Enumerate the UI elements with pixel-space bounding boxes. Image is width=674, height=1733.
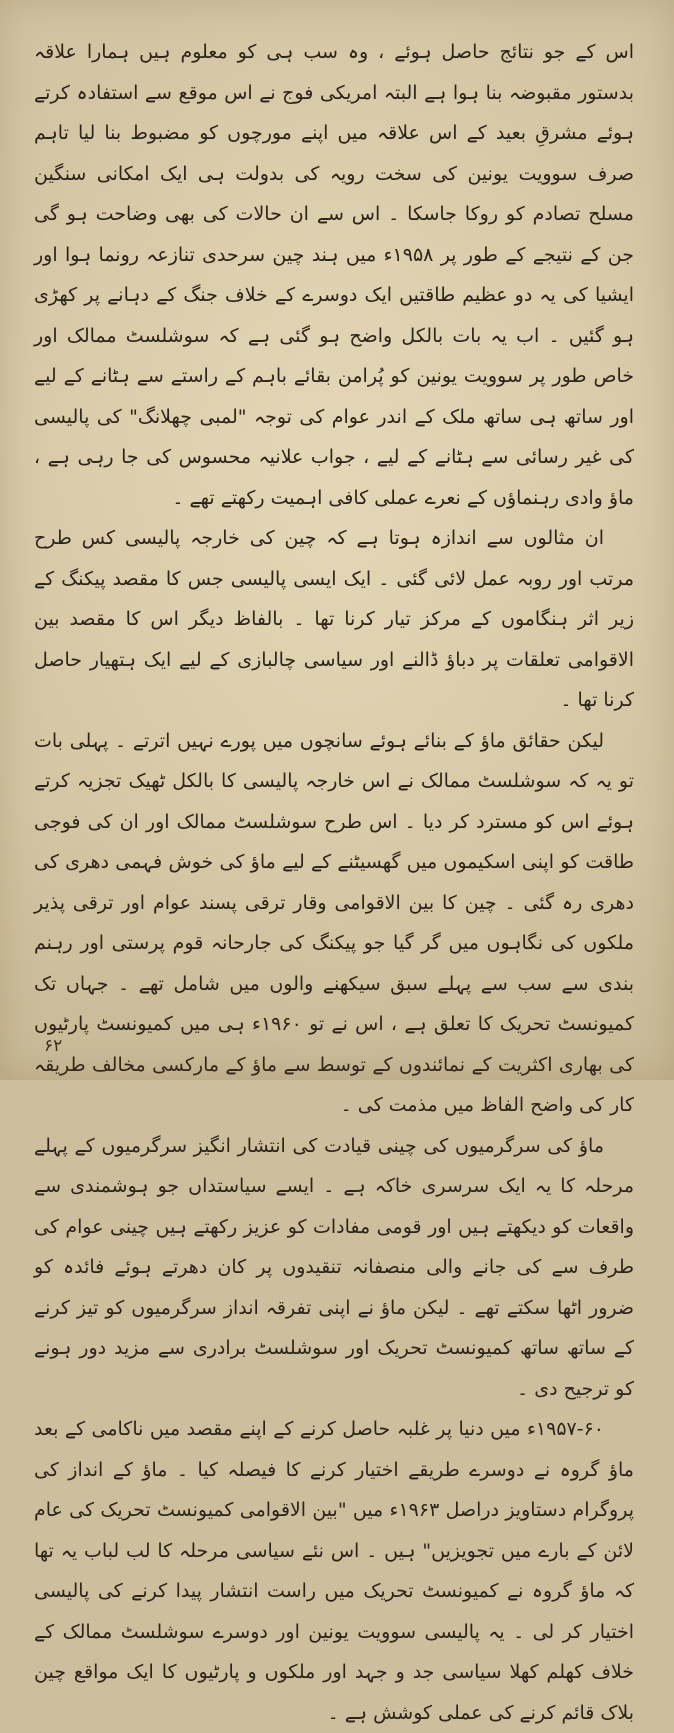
paragraph-2: ان مثالوں سے اندازہ ہوتا ہے کہ چین کی خارجہ پالیسی کس طرح مرتب اور روبہ عمل لائی گئی ۔ ایک ایسی پالیسی جس کا مقصد پیکنگ کے زیر اثر ہنگاموں کے مرکز تیار کرنا تھا ۔ بالفاظ دیگر اس کا مقصد بین الاقوامی تعلقات پر دباؤ ڈالنے اور سیاسی چالبازی کے لیے ایک ہتھیار حاصل کرنا تھا ۔ [34,527,634,711]
paragraph-3: لیکن حقائق ماؤ کے بنائے ہوئے سانچوں میں پورے نہیں اترتے ۔ پہلی بات تو یہ کہ سوشلسٹ ممالک نے اس خارجہ پالیسی کا بالکل ٹھیک تجزیہ کرتے ہوئے اس کو مسترد کر دیا ۔ اس طرح سوشلسٹ ممالک اور ان کی فوجی طاقت کو اپنی اسکیموں میں گھسیٹنے کے لیے ماؤ کی خوش فہمی دھری کی دھری رہ گئی ۔ چین کا بین الاقوامی وقار ترقی پسند عوام اور ترقی پذیر ملکوں کی نگاہوں میں گر گیا جو پیکنگ کی جارحانہ قوم پرستی اور رہنم بندی سے سب سے پہلے سبق سیکھنے والوں میں شامل تھے ۔ جہاں تک کمیونسٹ تحریک کا تعلق ہے ، اس نے تو ۱۹۶۰ء ہی میں کمیونسٹ پارٹیوں کی بھاری اکثریت کے نمائندوں کے توسط سے ماؤ کے مارکسی مخالف طریقہ کار کی واضح الفاظ میں مذمت کی ۔ [34,729,634,1116]
paragraph-1: اس کے جو نتائج حاصل ہوئے ، وہ سب ہی کو معلوم ہیں ہمارا علاقہ بدستور مقبوضہ بنا ہوا ہے البتہ امریکی فوج نے اس موقع سے استفادہ کرتے ہوئے مشرقِ بعید کے اس علاقہ میں اپنے مورچوں کو مضبوط بنا لیا تاہم صرف سوویت یونین کی سخت رویہ کی بدولت ہی ایک امکانی سنگین مسلح تصادم کو روکا جاسکا ۔ اس سے ان حالات کی بھی وضاحت ہو گی جن کے نتیجے کے طور پر ۱۹۵۸ء میں ہند چین سرحدی تنازعہ رونما ہوا اور ایشیا کی یہ دو عظیم طاقتیں ایک دوسرے کے خلاف جنگ کے دہانے پر کھڑی ہو گئیں ۔ اب یہ بات بالکل واضح ہو گئی ہے کہ سوشلسٹ ممالک اور خاص طور پر سوویت یونین کو پُرامن بقائے باہم کے راستے سے ہٹانے کے لیے اور ساتھ ہی ساتھ ملک کے اندر عوام کی توجہ "لمبی چھلانگ" کی پالیسی کی غیر رسائی سے ہٹانے کے لیے ، جواب علانیہ محسوس کی جا رہی ہے ، ماؤ وادی رہنماؤں کے نعرے عملی کافی اہمیت رکھتے تھے ۔ [34,41,634,509]
page-number: ۶۲ [44,1036,63,1056]
paragraph-5: ۱۹۵۷-۶۰ء میں دنیا پر غلبہ حاصل کرنے کے اپنے مقصد میں ناکامی کے بعد ماؤ گروہ نے دوسرے طریقے اختیار کرنے کا فیصلہ کیا ۔ ماؤ کے انداز کی پروگرام دستاویز دراصل ۱۹۶۳ء میں "بین الاقوامی کمیونسٹ تحریک کی عام لائن کے بارے میں تجویزیں" ہیں ۔ اس نئے سیاسی مرحلہ کا لب لباب یہ تھا کہ ماؤ گروہ نے کمیونسٹ تحریک میں راست انتشار پیدا کرنے کی پالیسی اختیار کر لی ۔ یہ پالیسی سوویت یونین اور دوسرے سوشلسٹ ممالک کے خلاف کھلم کھلا سیاسی جد و جہد اور ملکوں و پارٹیوں کا ایک مواقع چین بلاک قائم کرنے کی عملی کوشش ہے ۔ [34,1418,634,1724]
paragraph-4: ماؤ کی سرگرمیوں کی چینی قیادت کی انتشار انگیز سرگرمیوں کے پہلے مرحلہ کا یہ ایک سرسری خاکہ ہے ۔ ایسے سیاستداں جو ہوشمندی سے واقعات کو دیکھتے ہیں اور قومی مفادات کو عزیز رکھتے ہیں چینی عوام کی طرف سے کی جانے والی منصفانہ تنقیدوں پر کان دھرتے ہوئے فائدہ کو ضرور اٹھا سکتے تھے ۔ لیکن ماؤ نے اپنی تفرقہ انداز سرگرمیوں کو تیز کرنے کے ساتھ ساتھ کمیونسٹ تحریک اور سوشلسٹ برادری سے مزید دور ہونے کو ترجیح دی ۔ [34,1134,634,1400]
page-body [34,32,634,1733]
